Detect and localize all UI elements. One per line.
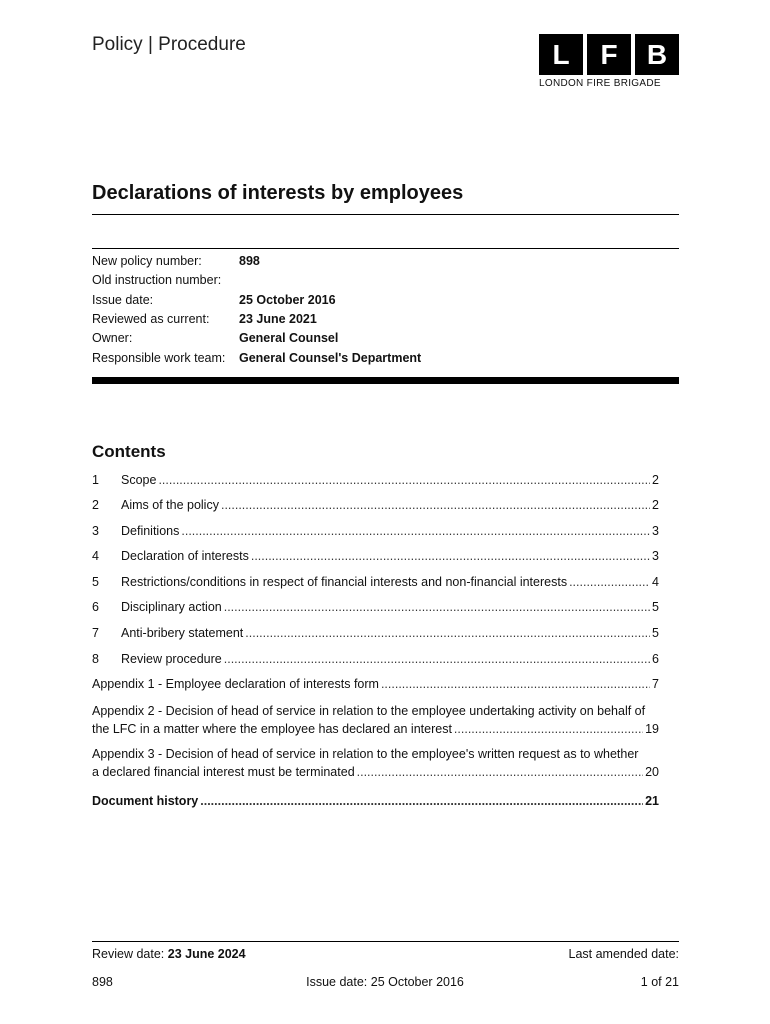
divider: [92, 248, 679, 249]
toc-number: 2: [92, 498, 99, 512]
toc-number: 7: [92, 626, 99, 640]
toc-number: 1: [92, 473, 99, 487]
meta-value: General Counsel's Department: [239, 351, 422, 365]
meta-label: New policy number:: [92, 254, 202, 268]
logo-letter-b: B: [635, 34, 679, 75]
review-date-value: 23 June 2024: [167, 947, 246, 961]
meta-label: Issue date:: [92, 293, 154, 307]
meta-label: Old instruction number:: [92, 273, 222, 287]
toc-page: 21: [645, 794, 659, 808]
toc-label: Aims of the policy: [121, 498, 219, 512]
toc-label-line: the LFC in a matter where the employee has declared an interest: [92, 722, 452, 736]
meta-row: [92, 293, 336, 307]
toc-item[interactable]: [92, 626, 659, 640]
meta-value: 898: [239, 254, 260, 268]
logo-letter-l: L: [539, 34, 583, 75]
toc-label-line: a declared financial interest must be terminated: [92, 765, 355, 779]
toc-page: 5: [652, 600, 659, 614]
toc-number: 4: [92, 549, 99, 563]
footer-policy-number: 898: [92, 975, 113, 989]
meta-row: [92, 351, 421, 365]
page-number: 1 of 21: [640, 975, 679, 989]
toc-leader: [454, 720, 643, 738]
toc-label: Restrictions/conditions in respect of financial interests and non-financial interests: [121, 575, 568, 589]
toc-label: Review procedure: [121, 652, 222, 666]
toc-leader: [357, 763, 643, 781]
toc-leader: [158, 473, 650, 487]
last-amended-date: Last amended date:: [568, 947, 679, 961]
meta-value: 25 October 2016: [239, 293, 336, 307]
footer-divider: [92, 941, 679, 942]
toc-label-line: Appendix 2 - Decision of head of service in relation to the employee undertaking activity on behalf of: [92, 704, 646, 718]
toc-leader: [200, 794, 643, 808]
meta-row: [92, 312, 317, 326]
contents-heading: Contents: [92, 442, 166, 461]
meta-label: Reviewed as current:: [92, 312, 210, 326]
meta-label: Responsible work team:: [92, 351, 226, 365]
toc-leader: [245, 626, 650, 640]
toc-appendix-2[interactable]: [92, 702, 659, 738]
toc-number: 3: [92, 524, 99, 538]
logo-letter-f: F: [587, 34, 631, 75]
toc-item[interactable]: [92, 524, 659, 538]
toc-page: 5: [652, 626, 659, 640]
document-title: Declarations of interests by employees: [92, 182, 464, 204]
toc-label: Definitions: [121, 524, 180, 538]
toc-number: 5: [92, 575, 99, 589]
toc-page: 7: [652, 677, 659, 691]
toc-number: 6: [92, 600, 99, 614]
document-type: Policy | Procedure: [92, 34, 246, 55]
toc-appendix-1[interactable]: [92, 677, 659, 691]
footer-issue-date: Issue date: 25 October 2016: [306, 975, 464, 989]
toc-page: 3: [652, 549, 659, 563]
toc-leader: [381, 677, 650, 691]
toc-label: Appendix 1 - Employee declaration of interests form: [92, 677, 379, 691]
toc-leader: [251, 549, 650, 563]
toc-page: 6: [652, 652, 659, 666]
review-date-label: Review date:: [92, 947, 165, 961]
meta-row: [92, 254, 260, 268]
toc-label: Document history: [92, 794, 199, 808]
meta-label: Owner:: [92, 331, 133, 345]
toc-item[interactable]: [92, 652, 659, 666]
logo-subtitle: LONDON FIRE BRIGADE: [539, 78, 661, 89]
lfb-logo: [539, 34, 680, 89]
toc-page: 19: [645, 722, 659, 736]
toc-item[interactable]: [92, 600, 659, 614]
toc-page: 20: [645, 765, 659, 779]
toc-leader: [569, 575, 650, 589]
toc-leader: [221, 498, 650, 512]
review-date: [92, 947, 246, 961]
toc-number: 8: [92, 652, 99, 666]
toc-page: 2: [652, 498, 659, 512]
meta-row: [92, 331, 338, 345]
toc-label: Anti-bribery statement: [121, 626, 244, 640]
toc-item[interactable]: [92, 498, 659, 512]
meta-value: 23 June 2021: [239, 312, 317, 326]
toc-label: Declaration of interests: [121, 549, 249, 563]
toc-leader: [181, 524, 650, 538]
meta-row: [92, 273, 239, 287]
meta-value: General Counsel: [239, 331, 339, 345]
toc-page: 2: [652, 473, 659, 487]
toc-appendix-3[interactable]: [92, 745, 659, 781]
toc-item[interactable]: [92, 549, 659, 563]
toc-document-history[interactable]: [92, 794, 659, 808]
divider: [92, 214, 679, 215]
toc-leader: [224, 652, 650, 666]
toc-leader: [224, 600, 650, 614]
toc-label-line: Appendix 3 - Decision of head of service in relation to the employee's written request as to whether: [92, 747, 639, 761]
toc-item[interactable]: [92, 575, 659, 589]
toc-page: 3: [652, 524, 659, 538]
thick-divider: [92, 377, 679, 384]
toc-page: 4: [652, 575, 659, 589]
toc-label: Disciplinary action: [121, 600, 222, 614]
toc-item[interactable]: [92, 473, 659, 487]
toc-label: Scope: [121, 473, 157, 487]
